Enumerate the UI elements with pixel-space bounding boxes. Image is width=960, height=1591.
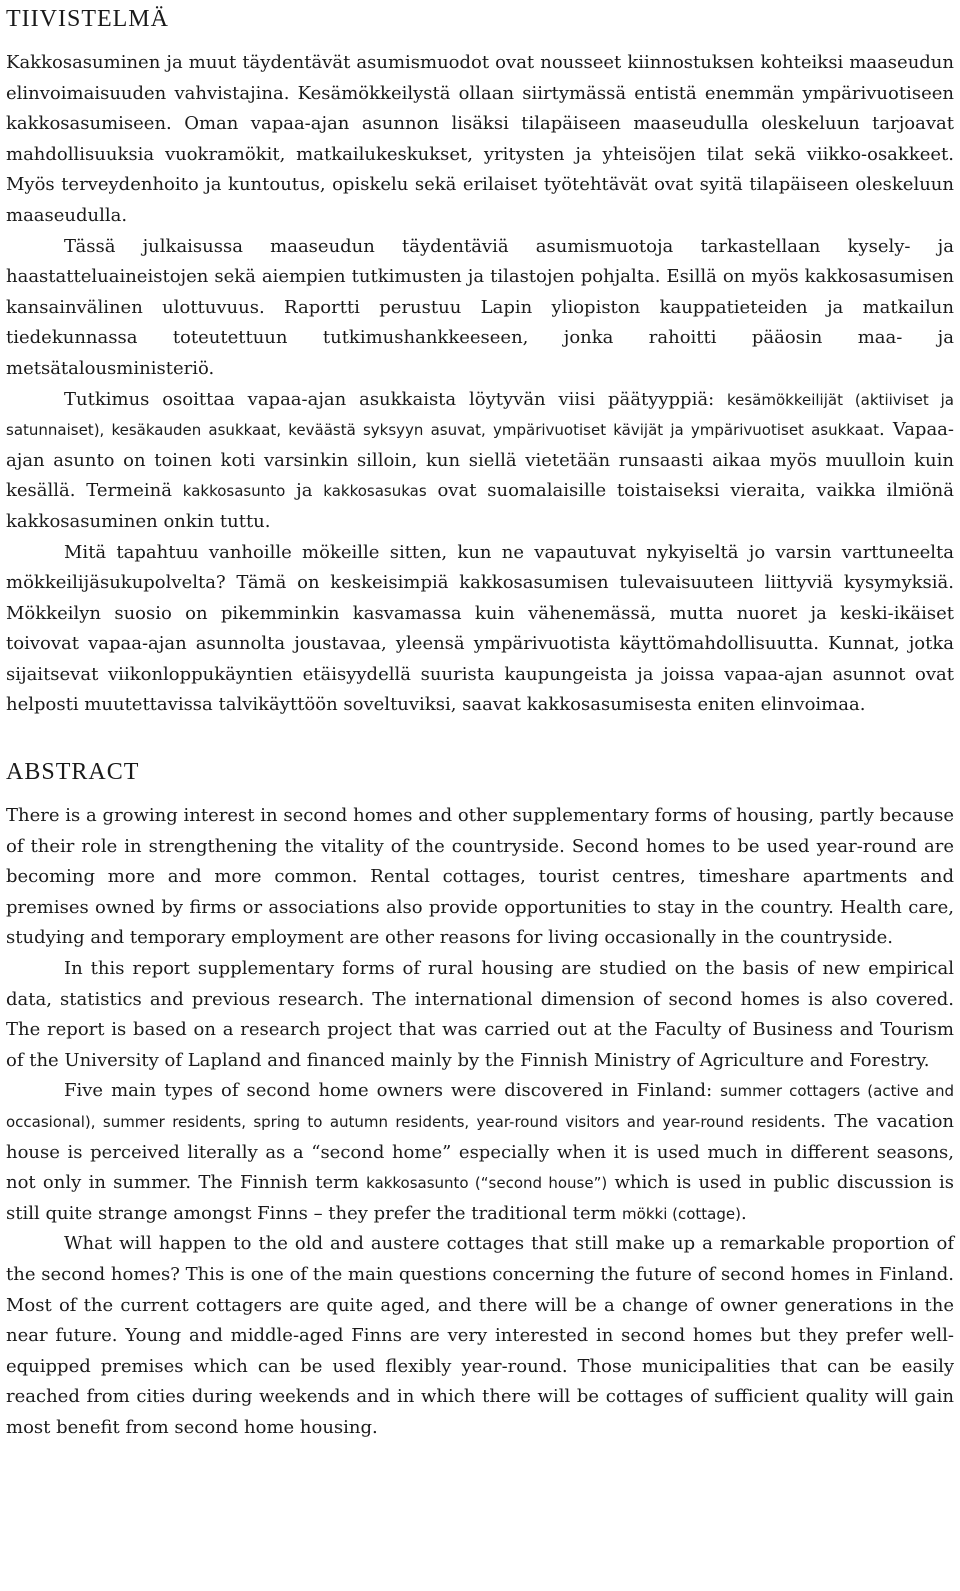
paragraph-text: . (740, 1202, 747, 1224)
paragraph-text: ovat suomalaisille toistaiseksi vieraita, vaikka ilmiönä kakkosasuminen onkin tuttu. (6, 480, 955, 532)
paragraph-text: Five main types of second home owners were discovered in Finland: (64, 1080, 721, 1102)
document-page (6, 0, 954, 1444)
term-kakkosasukas: kakkosasukas (323, 482, 427, 501)
abstract-paragraph-2: In this report supplementary forms of rural housing are studied on the basis of new empirical data, statistics and previous research. The international dimension of second homes is also covered. The report is based on a research project that was carried out at the Faculty of Business and Tourism of the University of Lapland and financed mainly by the Finnish Ministry of Agriculture and Forestry. (6, 958, 954, 1071)
paragraph-text: . Vapaa-ajan asunto on toinen koti varsinkin silloin, kun siellä vietetään runsaasti aikaa myös muulloin kuin kesällä. Termeinä (6, 419, 954, 502)
abstract-section (6, 757, 954, 1443)
term-mokki: mökki (cottage) (622, 1204, 741, 1223)
paragraph-text: . The vacation house is perceived literally as a “second home” especially when it is used much in different seasons, not only in summer. The Finnish term (6, 1111, 955, 1194)
tiivistelma-section (6, 4, 954, 721)
tiivistelma-heading: TIIVISTELMÄ (6, 6, 169, 32)
abstract-paragraph-4: What will happen to the old and austere cottages that still make up a remarkable proportion of the second homes? This is one of the main questions concerning the future of second homes in Finland. Most of the current cottagers are quite aged, and there will be a change of owner generations in the near future. Young and middle-aged Finns are very interested in second homes but they prefer well-equipped premises which can be used flexibly year-round. Those municipalities that can be easily reached from cities during weekends and in which there will be cottages of sufficient quality will gain most benefit from second home housing. (6, 1233, 954, 1438)
term-kakkosasunto: kakkosasunto (“second house”) (366, 1174, 608, 1193)
abstract-body (6, 801, 954, 1443)
paragraph-text: Tutkimus osoittaa vapaa-ajan asukkaista löytyvän viisi päätyyppiä: (64, 388, 727, 410)
abstract-paragraph-3 (6, 1076, 954, 1229)
tiivistelma-paragraph-4: Mitä tapahtuu vanhoille mökeille sitten, kun ne vapautuvat nykyiseltä jo varsin varttuneelta mökkeilijäsukupolvelta? Tämä on keskeisimpiä kakkosasumisen tulevaisuuteen liittyviä kysymyksiä. Mökkeilyn suosio on pikemminkin kasvamassa kuin vähenemässä, mutta nuoret ja keski-ikäiset toivovat vapaa-ajan asunnolta joustavaa, yleensä ympärivuotista käyttömahdollisuutta. Kunnat, jotka sijaitsevat viikonloppukäyntien etäisyydellä suurista kaupungeista ja joissa vapaa-ajan asunnot ovat helposti muutettavissa talvikäyttöön soveltuviksi, saavat kakkosasumisesta eniten elinvoimaa. (6, 541, 954, 716)
tiivistelma-paragraph-1: Kakkosasuminen ja muut täydentävät asumismuodot ovat nousseet kiinnostuksen kohteiksi maaseudun elinvoimaisuuden vahvistajina. Kesämökkeilystä ollaan siirtymässä entistä enemmän ympärivuotiseen kakkosasumiseen. Oman vapaa-ajan asunnon lisäksi tilapäiseen maaseudulla oleskeluun tarjoavat mahdollisuuksia vuokramökit, matkailukeskukset, yritysten ja yhteisöjen tilat sekä viikko-osakkeet. Myös terveydenhoito ja kuntoutus, opiskelu sekä erilaiset työtehtävät ovat syitä tilapäiseen oleskeluun maaseudulla. (6, 52, 954, 226)
term-kakkosasunto: kakkosasunto (182, 482, 286, 501)
abstract-paragraph-1: There is a growing interest in second homes and other supplementary forms of housing, partly because of their role in strengthening the vitality of the countryside. Second homes to be used year-round are becoming more and more common. Rental cottages, tourist centres, timeshare apartments and premises owned by firms or associations also provide opportunities to stay in the country. Health care, studying and temporary employment are other reasons for living occasionally in the countryside. (6, 805, 954, 949)
tiivistelma-body (6, 48, 954, 721)
resident-types-term: kesämökkeilijät (aktiiviset ja satunnaiset), kesäkauden asukkaat, keväästä syksyyn asuvat, ympärivuotiset kävijät ja ympärivuotiset asukkaat (6, 390, 954, 440)
paragraph-text: which is used in public discussion is still quite strange amongst Finns – they prefer the traditional term (6, 1172, 954, 1224)
owner-types-term: summer cottagers (active and occasional), summer residents, spring to autumn residents, year-round visitors and year-round residents (6, 1082, 954, 1131)
tiivistelma-paragraph-2: Tässä julkaisussa maaseudun täydentäviä asumismuotoja tarkastellaan kysely- ja haastatteluaineistojen sekä aiempien tutkimusten ja tilastojen pohjalta. Esillä on myös kakkosasumisen kansainvälinen ulottuvuus. Raportti perustuu Lapin yliopiston kauppatieteiden ja matkailun tiedekunnassa toteutettuun tutkimushankkeeseen, jonka rahoitti pääosin maa- ja metsätalousministeriö. (6, 235, 954, 379)
paragraph-text: ja (285, 480, 324, 502)
tiivistelma-paragraph-3 (6, 385, 954, 538)
abstract-heading: ABSTRACT (6, 759, 140, 786)
